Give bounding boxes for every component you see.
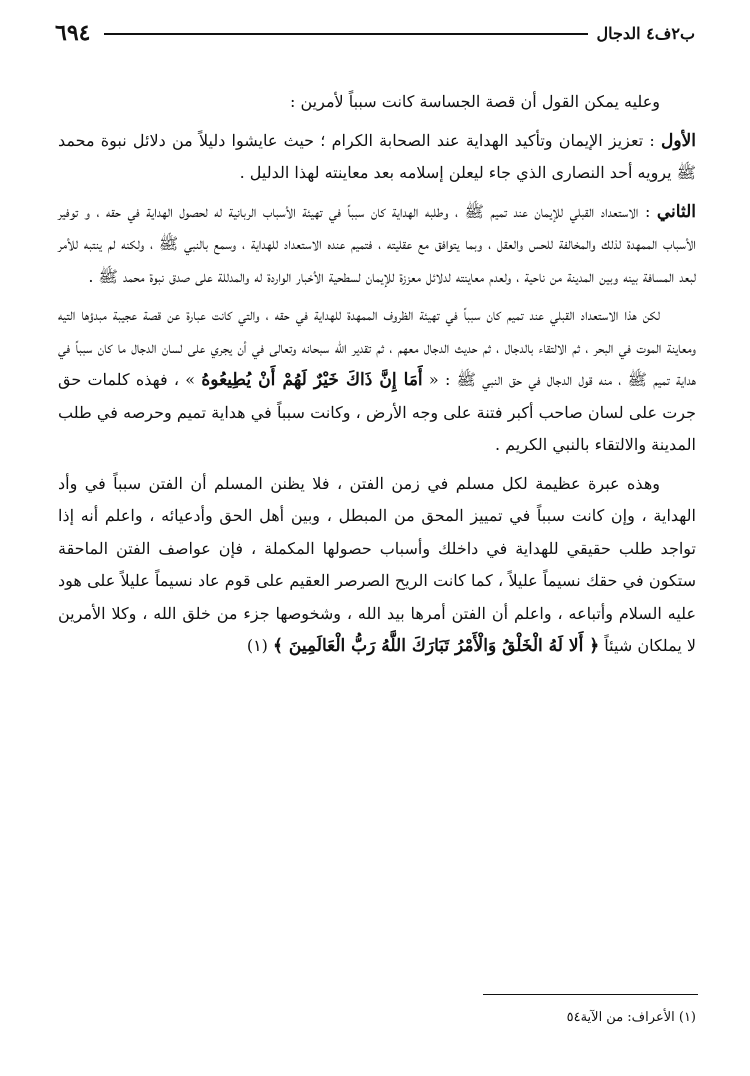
footnote: (١) الأعراف: من الآية٥٤ <box>566 1010 696 1025</box>
quran-verse: ﴿ أَلا لَهُ الْخَلْقُ وَالْأَمْرُ تَبَارَكَ اللَّهُ رَبُّ الْعَالَمِينَ ﴾ <box>273 636 600 656</box>
lesson-text: وهذه عبرة عظيمة لكل مسلم في زمن الفتن ، فلا يظنن المسلم أن الفتن سبباً في وأد الهداية ، وإن كانت سبباً في تمييز المحق من المبطل ، وبين أهل الحق وأدعيائه ، واعلم أنه إذا تواجد طلب حقيقي للهداية في داخلك وأسباب حصولها المكملة ، فإن عواصف الفتن الماحقة ستكون في حقك نسيماً عليلاً ، كما كانت الريح الصرصر العقيم على قوم عاد نسيماً عليلاً على هود عليه السلام وأتباعه ، واعلم أن الفتن أمرها بيد الله ، وشخوصها جزء من خلق الله ، وكلا الأمرين لا يملكان شيئاً <box>58 473 697 655</box>
page-header <box>55 16 695 50</box>
paragraph-first-reason <box>58 125 696 190</box>
body-text <box>58 86 696 669</box>
paragraph-tamim-story <box>58 299 696 462</box>
second-reason-text: : الاستعداد القبلي للإيمان عند تميم ﷺ ، وطلبه الهداية كان سبباً في تهيئة الأسباب الربانية له لحصول الهداية في حقه ، و توفير الأسباب الممهدة لذلك والمخالفة للحس والعقل ، وبما يتوافق مع عقليته ، فتميم عنده الاستعداد للهداية ، وسمع بالنبي ﷺ ، ولكنه لم ينتبه للأمر لبعد المسافة بينه وبين المدينة من ناحية ، ولعدم معاينته لدلائل معززة للإيمان لسطحية الأخبار الواردة له والمدللة على صدق نبوة محمد ﷺ . <box>58 201 696 286</box>
footnote-reference: (١) <box>246 636 268 655</box>
tamim-story-text-2: » ، فهذه كلمات حق جرت على لسان صاحب أكبر فتنة على وجه الأرض ، وكانت سبباً في هداية تميم وحرصه في طلب المدينة والالتقاء بالنبي الكريم . <box>58 370 697 454</box>
tamim-story-text-1: لكن هذا الاستعداد القبلي عند تميم كان سبباً في تهيئة الظروف الممهدة للهداية في حقه ، والتي كانت عبارة عن قصة عجيبة مبدؤها التيه ومعاينة الموت في البحر ، ثم الالتقاء بالدجال ، ثم حديث الدجال معهم ، ثم تقدير الله سبحانه وتعالى في أن يجري على لسان الدجال ما كان سبباً في هداية تميم ﷺ ، منه قول الدجال في حق النبي ﷺ : « <box>58 305 697 389</box>
paragraph-intro <box>58 86 696 119</box>
page-number: ٦٩٤ <box>55 20 91 46</box>
first-reason-text: : تعزيز الإيمان وتأكيد الهداية عند الصحابة الكرام ؛ حيث عايشوا دليلاً من دلائل نبوة محمد ﷺ يرويه أحد النصارى الذي جاء ليعلن إسلامه بعد معاينته لهذا الدليل . <box>58 130 696 182</box>
intro-text: وعليه يمكن القول أن قصة الجساسة كانت سبباً لأمرين : <box>290 92 660 111</box>
paragraph-lesson <box>58 468 696 663</box>
header-rule <box>104 33 588 35</box>
footnote-rule <box>483 994 698 995</box>
hadith-quote: أَمَا إِنَّ ذَاكَ خَيْرٌ لَهُمْ أَنْ يُطِيعُوهُ <box>201 370 423 390</box>
running-head: ب٢ف٤ الدجال <box>596 23 695 43</box>
second-reason-label: الثاني <box>656 201 696 222</box>
paragraph-second-reason <box>58 196 696 294</box>
first-reason-label: الأول <box>661 130 696 151</box>
